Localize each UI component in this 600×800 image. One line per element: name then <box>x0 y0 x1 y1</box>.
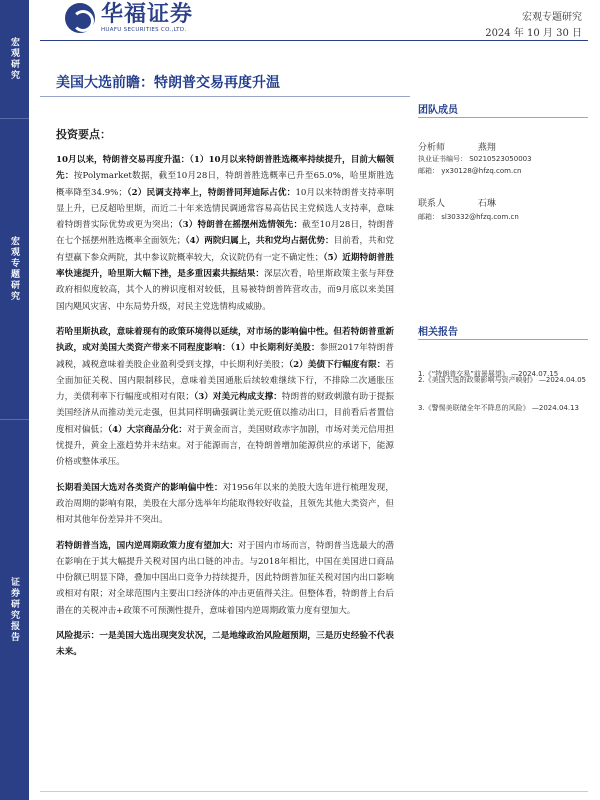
text-run: 按Polymarket数据，截至10月28日，特朗普胜选概率已升至65.0%，哈里斯胜选概率降至34.9%； <box>56 171 394 198</box>
logo-name-en: HUAFU SECURITIES CO.,LTD. <box>101 27 187 33</box>
contact-role: 联系人 <box>418 199 446 209</box>
text-run: 特朗普的财政刺激有助于提振美国经济从而推动美元走强，但其同样明确强调让美元贬值以推动出口，目前看后者置信度相对偏低； <box>56 392 394 435</box>
text-run: 深层次看，哈里斯政策主张与拜登政府相似度较高，其个人的辨识度相对较低，且易被特朗普阵营攻击，而9月底以来美国国内飓风灾害、中东局势升级，对民主党选情构成威胁。 <box>56 269 394 312</box>
team-divider <box>418 117 588 118</box>
paragraph <box>56 152 394 315</box>
bold-text-run: （2）民调支持率上，特朗普同拜迪际占优： <box>126 187 296 198</box>
text-run: 10月以来特朗普支持率明显上升，已反超哈里斯，而近二十年来选情民调通常容易高估民主党候选人支持率，意味着特朗普实际优势或更为突出； <box>56 187 395 231</box>
contact-email: 邮箱： sl30332@hfzq.com.cn <box>418 213 519 221</box>
bold-text-run: 风险提示：一是美国大选出现突发状况，二是地缘政治风险超预期，三是历史经验不代表未来。 <box>56 631 394 658</box>
contact-name-row <box>418 196 496 209</box>
sidebar-category-label: 宏观研究 <box>9 37 19 81</box>
text-run: 参照2017年特朗普减税，减税意味着美股企业盈利受到支撑，中长期利好美股； <box>56 343 395 370</box>
paragraph <box>56 480 394 529</box>
page-title: 美国大选前瞻：特朗普交易再度升温 <box>56 75 280 91</box>
team-heading: 团队成员 <box>418 105 458 116</box>
company-logo <box>65 3 193 33</box>
bold-text-run: 长期看美国大选对各类资产的影响偏中性： <box>56 482 223 493</box>
analyst-email: 邮箱： yx30128@hfzq.com.cn <box>418 167 522 175</box>
footer-divider <box>40 791 588 792</box>
logo-name-cn: 华福证券 <box>101 2 194 27</box>
bold-text-run: 若哈里斯执政，意味着现有的政策环境得以延续，对市场的影响偏中性。但若特朗普重新执政，或对美国大类资产带来不同程度影响：（1）中长期利好美股： <box>56 326 394 354</box>
analyst-role: 分析师 <box>418 143 446 153</box>
sidebar <box>0 0 29 800</box>
text-run: 目前看，共和党有望赢下参众两院，其中参议院概率较大，众议院仍有一定不确定性； <box>56 236 394 263</box>
header-divider <box>40 40 588 41</box>
bold-text-run: （3）对美元构成支撑： <box>193 392 282 403</box>
logo-icon <box>65 3 95 33</box>
bold-text-run: （5）近期特朗普胜率快速提升，哈里斯大幅下挫，是多重因素共振结果： <box>56 252 394 280</box>
text-run: 截至10月28日，特朗普在七个摇摆州胜选概率全面领先； <box>56 220 394 247</box>
bold-text-run: （4）大宗商品分化： <box>107 424 188 435</box>
related-reports-heading: 相关报告 <box>418 327 458 338</box>
sidebar-report-type-label: 宏观专题研究 <box>0 118 29 420</box>
analyst-cert: 执业证书编号： S0210523050003 <box>418 155 532 163</box>
paragraph <box>56 324 394 471</box>
analyst-name-row <box>418 140 496 153</box>
paragraph <box>56 628 394 661</box>
sidebar-report-label: 证券研究报告 <box>9 577 19 643</box>
text-run: 对于国内市场而言，特朗普当选最大的潜在影响在于其大幅提升关税对国内出口链的冲击。与2018年相比，中国在美国进口商品中份额已明显下降，叠加中国出口竞争力持续提升，因此特朗普加征关税对国内出口影响或相对有限；对全球范围内主要出口经济体的冲击更值得关注。但整体看，特朗普上台后潜在的关税冲击+政策不可预测性提升，意味着国内逆周期政策力度有望加大。 <box>56 540 394 616</box>
text-run: 对1956年以来的美股大选年进行梳理发现，政治周期的影响有限，美股在大部分选举年均能取得较好收益，且领先其他大类资产，但相对其他年份差异并不突出。 <box>56 482 394 526</box>
bold-text-run: （4）两院归属上，共和党均占据优势： <box>185 236 334 247</box>
bold-text-run: （2）美债下行幅度有限： <box>288 359 386 370</box>
text-run: 对于黄金而言，美国财政赤字加剧，市场对美元信用担忧提升，黄金上涨趋势并未结束。对于能源而言，在特朗普增加能源供应的承诺下，能源价格或整体承压。 <box>56 424 394 468</box>
report-date: 2024 年 10 月 30 日 <box>485 28 582 39</box>
title-divider <box>40 96 410 97</box>
contact-name: 石琳 <box>477 199 496 209</box>
analyst-name: 燕翔 <box>477 143 496 153</box>
bold-text-run: 10月以来，特朗普交易再度升温：（1）10月以来特朗普胜选概率持续提升，目前大幅领先： <box>56 155 394 182</box>
related-report-item[interactable]: 3.《警惕美联储全年不降息的风险》 —2024.04.13 <box>418 404 579 412</box>
bold-text-run: 若特朗普当选，国内逆周期政策力度有望加大： <box>56 540 239 551</box>
report-type: 宏观专题研究 <box>522 12 582 23</box>
bold-text-run: （3）特朗普在摇摆州选情领先： <box>178 220 303 231</box>
section-heading: 投资要点： <box>56 128 111 141</box>
related-report-item[interactable]: 2.《美国大选的政策影响与资产映射》 —2024.04.05 <box>418 376 586 384</box>
main-content <box>56 126 394 670</box>
text-run: 若全面加征关税、国内限制移民，意味着美国通胀后续较难继续下行，不排除二次通胀压力，美债利率下行幅度或相对有限； <box>56 359 394 403</box>
paragraph <box>56 538 394 619</box>
related-report-item[interactable]: 1.《“特朗普交易”前景展望》 —2024.07.15 <box>418 370 559 378</box>
related-divider <box>418 339 588 340</box>
